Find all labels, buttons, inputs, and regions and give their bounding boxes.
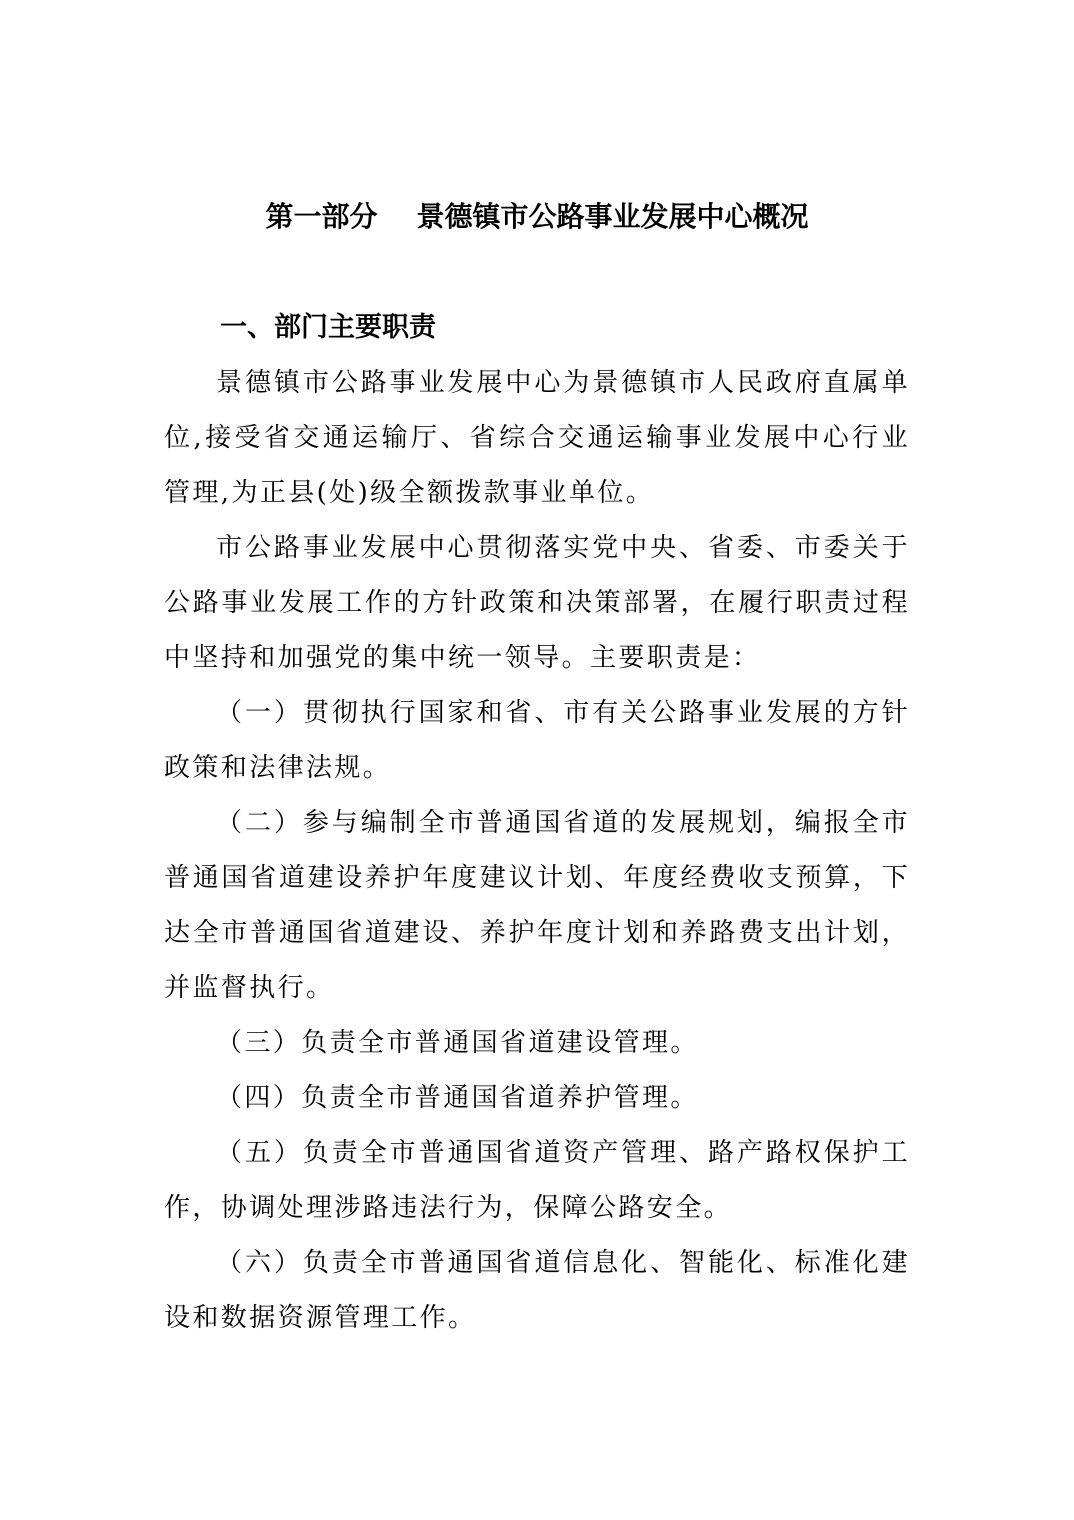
document-body [164,356,910,1346]
document-title: 第一部分 景德镇市公路事业发展中心概况 [265,200,809,233]
section-heading: 一、部门主要职责 [220,312,436,343]
paragraph-duty-2: （二）参与编制全市普通国省道的发展规划，编报全市普通国省道建设养护年度建议计划、年度经费收支预算，下达全市普通国省道建设、养护年度计划和养路费支出计划，并监督执行。 [164,808,910,1003]
paragraph-duty-1: （一）贯彻执行国家和省、市有关公路事业发展的方针政策和法律法规。 [164,698,910,783]
paragraph-duty-4: （四）负责全市普通国省道养护管理。 [216,1083,699,1113]
paragraph-duties-lead: 市公路事业发展中心贯彻落实党中央、省委、市委关于公路事业发展工作的方针政策和决策部署，在履行职责过程中坚持和加强党的集中统一领导。主要职责是： [164,533,910,673]
paragraph-duty-5: （五）负责全市普通国省道资产管理、路产路权保护工作，协调处理涉路违法行为，保障公路安全。 [164,1138,910,1223]
paragraph-duty-3: （三）负责全市普通国省道建设管理。 [216,1028,699,1058]
paragraph-intro: 景德镇市公路事业发展中心为景德镇市人民政府直属单位,接受省交通运输厅、省综合交通运输事业发展中心行业管理,为正县(处)级全额拨款事业单位。 [164,368,910,508]
paragraph-duty-6: （六）负责全市普通国省道信息化、智能化、标准化建设和数据资源管理工作。 [164,1248,910,1333]
